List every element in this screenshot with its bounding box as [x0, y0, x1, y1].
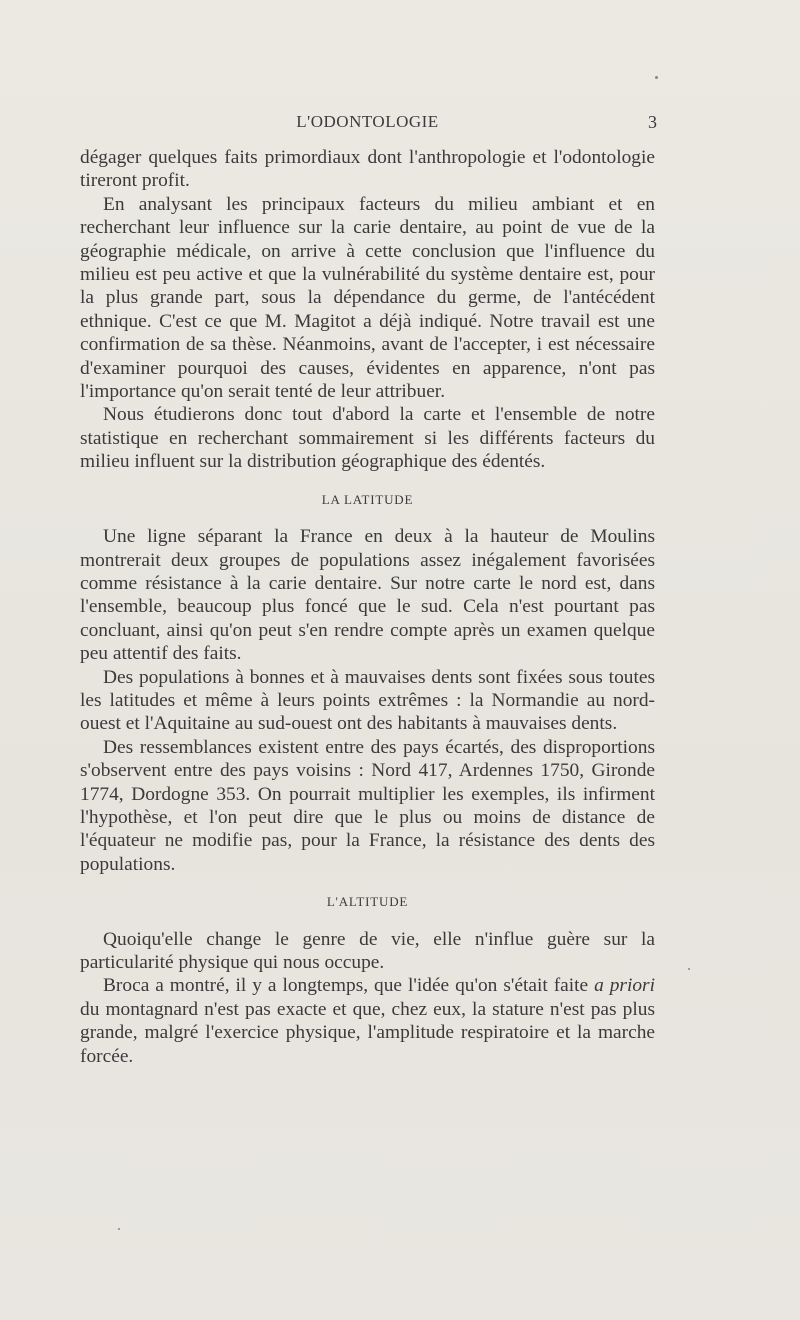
- paragraph-6: Des ressemblances existent entre des pays écartés, des disproportions s'observent entre des pays voisins : Nord 417, Ardennes 1750, Gironde 1774, Dordogne 353. On pourrait multiplier les exemples, ils infirment l'hypothèse, et l'on peut dire que le plus ou moins de distance de l'équateur ne modifie pas, pour la France, la résistance des dents des populations.: [80, 736, 655, 875]
- running-title: L'ODONTOLOGIE: [296, 112, 439, 131]
- page-header: [80, 112, 655, 136]
- paragraph-8: [80, 974, 655, 1068]
- paragraph-8-prefix: Broca a montré, il y a longtemps, que l'idée qu'on s'était faite: [103, 975, 595, 997]
- page-number: 3: [648, 112, 657, 132]
- paragraph-1: dégager quelques faits primordiaux dont l'anthropologie et l'odontologie tireront profit.: [80, 147, 655, 192]
- paragraph-5: Des populations à bonnes et à mauvaises dents sont fixées sous toutes les latitudes et même à leurs points extrêmes : la Normandie au nord-ouest et l'Aquitaine au sud-ouest ont des habitants à mauvaises dents.: [80, 666, 655, 735]
- paragraph-2: En analysant les principaux facteurs du milieu ambiant et en recherchant leur influence sur la carie dentaire, au point de vue de la géographie médicale, on arrive à cette conclusion que l'influence du milieu est peu active et que la vulnérabilité du système dentaire est, pour la plus grande part, sous la dépendance du germe, de l'antécédent ethnique. C'est ce que M. Magitot a déjà indiqué. Notre travail est une confirmation de sa thèse. Néanmoins, avant de l'accepter, i est nécessaire d'examiner pourquoi des causes, évidentes en apparence, n'ont pas l'importance qu'on serait tenté de leur attribuer.: [80, 193, 655, 403]
- paragraph-8-suffix: du montagnard n'est pas exacte et que, chez eux, la stature n'est pas plus grande, malgré l'exercice physique, l'amplitude respiratoire et la marche forcée.: [80, 998, 655, 1067]
- section-heading-altitude: L'ALTITUDE: [326, 894, 409, 910]
- body-text: [80, 146, 655, 1068]
- paragraph-3: Nous étudierons donc tout d'abord la carte et l'ensemble de notre statistique en recherchant sommairement si les différents facteurs du milieu influent sur la distribution géographique des édentés.: [80, 404, 655, 473]
- paragraph-8-italic: a priori: [594, 975, 655, 997]
- paper-speck: [688, 968, 690, 970]
- paragraph-7: Quoiqu'elle change le genre de vie, elle n'influe guère sur la particularité physique qui nous occupe.: [80, 928, 655, 973]
- paper-speck: [118, 1228, 120, 1230]
- paragraph-4: Une ligne séparant la France en deux à la hauteur de Moulins montrerait deux groupes de populations assez inégalement favorisées comme résistance à la carie dentaire. Sur notre carte le nord est, dans l'ensemble, beaucoup plus foncé que le sud. Cela n'est pourtant pas concluant, ainsi qu'on peut s'en rendre compte après un examen quelque peu attentif des faits.: [80, 526, 655, 665]
- section-heading-latitude: LA LATITUDE: [321, 491, 414, 507]
- paper-speck: [655, 76, 658, 79]
